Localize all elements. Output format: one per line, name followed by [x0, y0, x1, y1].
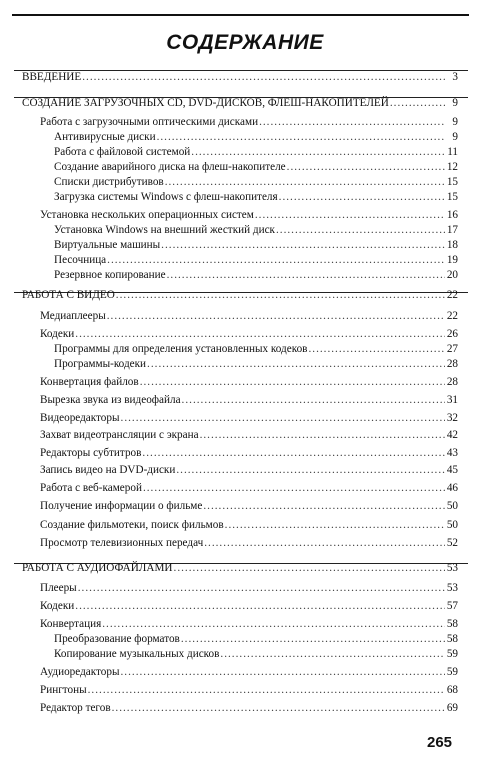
dot-leader — [121, 411, 445, 425]
toc-entry-page: 50 — [446, 519, 458, 531]
toc-entry[interactable] — [54, 130, 458, 144]
dot-leader — [140, 375, 445, 389]
toc-entry-title: Программы для определения установленных кодеков — [54, 343, 308, 355]
toc-entry[interactable] — [40, 208, 458, 222]
toc-entry-page: 43 — [446, 447, 458, 459]
toc-entry-title: РАБОТА С АУДИОФАЙЛАМИ — [22, 562, 173, 574]
toc-entry-page: 46 — [446, 482, 458, 494]
toc-entry-page: 69 — [446, 702, 458, 714]
dot-leader — [203, 499, 445, 513]
toc-entry-page: 17 — [446, 224, 458, 236]
toc-entry[interactable] — [40, 536, 458, 550]
toc-entry[interactable] — [40, 499, 458, 513]
toc-entry[interactable] — [40, 617, 458, 631]
toc-entry[interactable] — [54, 238, 458, 252]
toc-entry[interactable] — [22, 96, 458, 110]
page-number: 265 — [427, 734, 453, 751]
toc-entry-title: Резервное копирование — [54, 269, 166, 281]
toc-entry-page: 28 — [446, 358, 458, 370]
toc-entry-title: Кодеки — [40, 600, 75, 612]
dot-leader — [107, 309, 445, 323]
dot-leader — [147, 357, 445, 371]
toc-entry-page: 18 — [446, 239, 458, 251]
toc-entry-page: 15 — [446, 191, 458, 203]
toc-entry-page: 45 — [446, 464, 458, 476]
toc-entry[interactable] — [40, 581, 458, 595]
toc-entry[interactable] — [40, 428, 458, 442]
toc-entry-title: Работа с загрузочными оптическими дисками — [40, 116, 259, 128]
toc-entry-title: Получение информации о фильме — [40, 500, 203, 512]
toc-entry-title: Установка Windows на внешний жесткий диск — [54, 224, 275, 236]
toc-entry-title: Рингтоны — [40, 684, 87, 696]
toc-entry[interactable] — [40, 683, 458, 697]
toc-entry[interactable] — [40, 518, 458, 532]
toc-entry[interactable] — [54, 145, 458, 159]
toc-entry[interactable] — [40, 411, 458, 425]
toc-entry[interactable] — [54, 632, 458, 646]
toc-entry[interactable] — [54, 647, 458, 661]
toc-entry-page: 19 — [446, 254, 458, 266]
toc-entry-title: Копирование музыкальных дисков — [54, 648, 220, 660]
dot-leader — [167, 268, 445, 282]
toc-entry-page: 58 — [446, 618, 458, 630]
toc-entry-title: Работа с файловой системой — [54, 146, 191, 158]
dot-leader — [165, 175, 445, 189]
toc-entry-page: 58 — [446, 633, 458, 645]
toc-entry-page: 22 — [446, 289, 458, 301]
toc-entry[interactable] — [54, 253, 458, 267]
toc-entry[interactable] — [40, 665, 458, 679]
toc-entry-page: 12 — [446, 161, 458, 173]
toc-entry[interactable] — [54, 223, 458, 237]
toc-entry-title: Видеоредакторы — [40, 412, 120, 424]
toc-entry-page: 9 — [452, 97, 458, 109]
toc-entry-page: 42 — [446, 429, 458, 441]
page-title: СОДЕРЖАНИЕ — [166, 31, 324, 54]
toc-entry-title: Конвертация файлов — [40, 376, 139, 388]
toc-entry[interactable] — [22, 70, 458, 84]
dot-leader — [204, 536, 445, 550]
toc-entry-page: 15 — [446, 176, 458, 188]
toc-entry-page: 59 — [446, 666, 458, 678]
toc-entry-page: 53 — [446, 562, 458, 574]
toc-entry-title: Плееры — [40, 582, 77, 594]
toc-entry-title: Антивирусные диски — [54, 131, 156, 143]
toc-entry[interactable] — [40, 701, 458, 715]
toc-entry-title: Редактор тегов — [40, 702, 111, 714]
dot-leader — [255, 208, 445, 222]
toc-entry-page: 50 — [446, 500, 458, 512]
toc-entry-title: Кодеки — [40, 328, 75, 340]
dot-leader — [88, 683, 445, 697]
toc-entry-title: Песочница — [54, 254, 107, 266]
toc-entry-page: 9 — [452, 116, 458, 128]
dot-leader — [75, 327, 445, 341]
toc-entry-title: Загрузка системы Windows с флеш-накопителя — [54, 191, 278, 203]
dot-leader — [174, 561, 445, 575]
toc-entry-page: 9 — [452, 131, 458, 143]
toc-entry-title: Установка нескольких операционных систем — [40, 209, 254, 221]
toc-entry-page: 11 — [447, 146, 458, 158]
dot-leader — [142, 446, 445, 460]
dot-leader — [143, 481, 445, 495]
toc-entry-page: 28 — [446, 376, 458, 388]
toc-entry-page: 3 — [452, 71, 458, 83]
top-rule — [12, 14, 469, 16]
toc-entry-title: ВВЕДЕНИЕ — [22, 71, 82, 83]
toc-entry-title: Создание аварийного диска на флеш-накопителе — [54, 161, 286, 173]
dot-leader — [161, 238, 445, 252]
toc-entry[interactable] — [40, 599, 458, 613]
toc-entry[interactable] — [40, 393, 458, 407]
toc-entry-title: Захват видеотрансляции с экрана — [40, 429, 199, 441]
toc-entry[interactable] — [54, 175, 458, 189]
dot-leader — [287, 160, 445, 174]
dot-leader — [121, 665, 446, 679]
toc-entry-title: РАБОТА С ВИДЕО — [22, 289, 115, 301]
dot-leader — [181, 632, 445, 646]
dot-leader — [308, 342, 445, 356]
toc-entry[interactable] — [40, 327, 458, 341]
toc-entry-page: 53 — [446, 582, 458, 594]
dot-leader — [75, 599, 445, 613]
toc-entry[interactable] — [40, 463, 458, 477]
toc-entry[interactable] — [54, 268, 458, 282]
dot-leader — [259, 115, 445, 129]
dot-leader — [107, 253, 445, 267]
toc-entry-page: 68 — [446, 684, 458, 696]
toc-entry-page: 26 — [446, 328, 458, 340]
dot-leader — [279, 190, 445, 204]
toc-entry-title: Конвертация — [40, 618, 102, 630]
dot-leader — [390, 96, 445, 110]
dot-leader — [78, 581, 445, 595]
toc-entry-title: Запись видео на DVD-диски — [40, 464, 176, 476]
toc-entry[interactable] — [40, 481, 458, 495]
toc-entry[interactable] — [40, 375, 458, 389]
toc-entry-title: Вырезка звука из видеофайла — [40, 394, 181, 406]
toc-entry-title: Создание фильмотеки, поиск фильмов — [40, 519, 224, 531]
toc-entry[interactable] — [40, 446, 458, 460]
toc-entry-title: Преобразование форматов — [54, 633, 180, 645]
toc-entry-title: Виртуальные машины — [54, 239, 161, 251]
dot-leader — [191, 145, 445, 159]
toc-entry-page: 52 — [446, 537, 458, 549]
toc-entry-page: 32 — [446, 412, 458, 424]
dot-leader — [157, 130, 445, 144]
toc-entry-title: Просмотр телевизионных передач — [40, 537, 204, 549]
toc-entry-title: Медиаплееры — [40, 310, 106, 322]
toc-entry-page: 31 — [446, 394, 458, 406]
dot-leader — [116, 288, 445, 302]
dot-leader — [220, 647, 445, 661]
toc-entry-title: СОЗДАНИЕ ЗАГРУЗОЧНЫХ CD, DVD-ДИСКОВ, ФЛЕШ-НАКОПИТЕЛЕЙ — [22, 97, 389, 109]
toc-entry[interactable] — [54, 357, 458, 371]
toc-entry[interactable] — [22, 561, 458, 575]
toc-entry-page: 20 — [446, 269, 458, 281]
toc-entry-title: Списки дистрибутивов — [54, 176, 164, 188]
toc-entry[interactable] — [54, 160, 458, 174]
dot-leader — [102, 617, 445, 631]
toc-entry-page: 57 — [446, 600, 458, 612]
toc-entry-title: Редакторы субтитров — [40, 447, 142, 459]
dot-leader — [82, 70, 445, 84]
toc-entry-title: Программы-кодеки — [54, 358, 147, 370]
dot-leader — [176, 463, 445, 477]
toc-entry[interactable] — [40, 309, 458, 323]
dot-leader — [200, 428, 445, 442]
toc-entry[interactable] — [54, 342, 458, 356]
toc-entry[interactable] — [54, 190, 458, 204]
toc-entry-page: 22 — [446, 310, 458, 322]
toc-entry-title: Работа с веб-камерой — [40, 482, 142, 494]
toc-entry-page: 59 — [446, 648, 458, 660]
toc-entry-page: 16 — [446, 209, 458, 221]
toc-entry-page: 27 — [446, 343, 458, 355]
dot-leader — [112, 701, 445, 715]
toc-entry-title: Аудиоредакторы — [40, 666, 120, 678]
toc-entry[interactable] — [40, 115, 458, 129]
dot-leader — [225, 518, 445, 532]
dot-leader — [182, 393, 445, 407]
toc-entry[interactable] — [22, 288, 458, 302]
dot-leader — [276, 223, 445, 237]
